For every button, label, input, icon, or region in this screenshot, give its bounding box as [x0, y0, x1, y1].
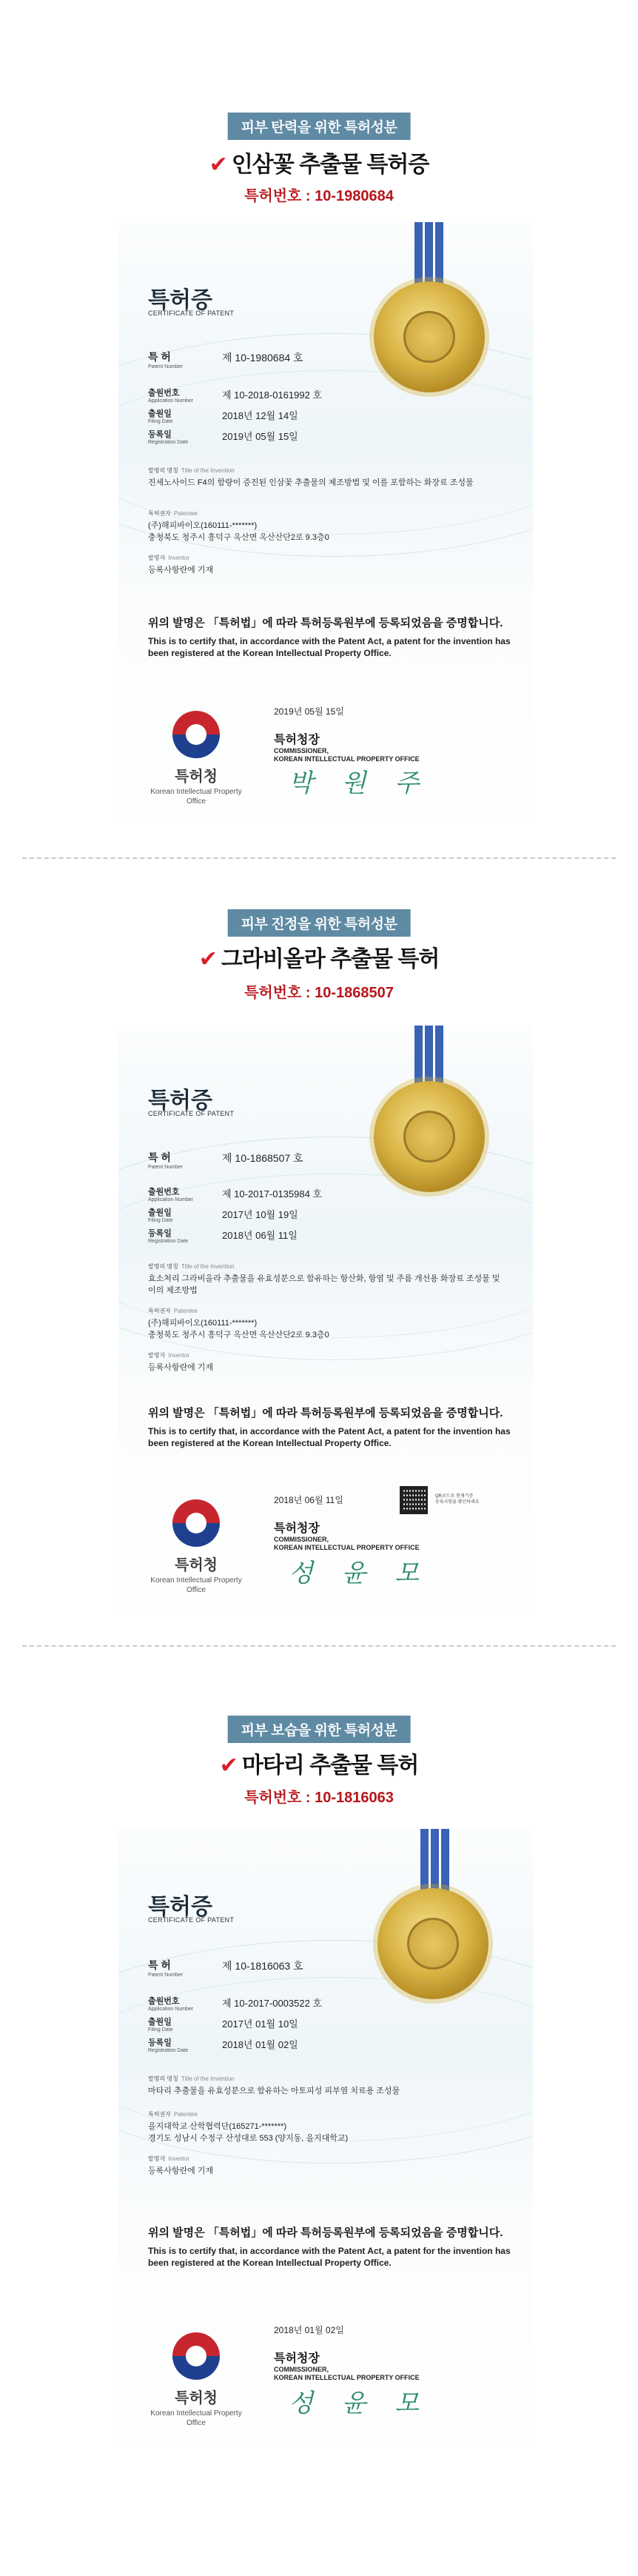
patent-title: [0, 940, 638, 973]
issue-date: 2018년 06월 11일: [274, 1495, 343, 1505]
kipo-name: 특허청: [175, 2390, 218, 2406]
inventor-label: 발명자 Inventor: [148, 2155, 190, 2162]
kipo-taegeuk-logo: [172, 1499, 220, 1547]
invention-title: 마타리 추출물을 유효성분으로 함유하는 아토피성 피부염 치료용 조성물: [148, 2087, 400, 2095]
patentee-label: 특허권자 Patentee: [148, 510, 198, 517]
filing-date-row: 출원일 Filing Date 2017년 10월 19일: [148, 1208, 298, 1223]
signature: 성 윤 모: [289, 2389, 430, 2418]
signature: 성 윤 모: [289, 1559, 430, 1588]
qr-code-icon: [400, 1486, 428, 1514]
kipo-taegeuk-logo: [172, 2332, 220, 2380]
patent-section-2: [0, 859, 638, 1647]
certificate-heading: 특허증: [148, 1895, 212, 1919]
statement-english: This is to certify that, in accordance with the Patent Act, a patent for the invention has been registered at the Korean Intellectual Property Office.: [148, 1426, 511, 1448]
kipo-name-en: Korean Intellectual Property Office: [150, 2409, 242, 2427]
kipo-name: 특허청: [175, 769, 218, 785]
statement-korean: 위의 발명은 「특허법」에 따라 특허등록원부에 등록되었음을 증명합니다.: [148, 2227, 503, 2239]
gold-seal-icon: [374, 1081, 485, 1192]
patentee-name: (주)해피바이오(160111-*******): [148, 521, 258, 530]
certificate-heading-en: CERTIFICATE OF PATENT: [148, 1110, 235, 1117]
section-badge: 피부 탄력을 위한 특허성분: [228, 113, 411, 140]
certificate-heading-en: CERTIFICATE OF PATENT: [148, 1916, 235, 1924]
check-icon: ✔: [198, 947, 217, 971]
patent-certificate: [118, 1026, 533, 1633]
invention-label: 발명의 명칭 Title of the Invention: [148, 1263, 235, 1270]
issue-date: 2019년 05월 15일: [274, 706, 344, 717]
invention-title: 진세노사이드 F4의 함량이 증진된 인삼꽃 추출물의 제조방법 및 이를 포함하는 화장료 조성물: [148, 478, 474, 487]
kipo-name-en: Korean Intellectual Property Office: [150, 788, 242, 806]
certificate-heading: 특허증: [148, 288, 212, 312]
patentee-address: 충청북도 청주시 흥덕구 옥산면 옥산산단2로 9.3층0: [148, 533, 329, 542]
patentee-address: 충청북도 청주시 흥덕구 옥산면 옥산산단2로 9.3층0: [148, 1331, 329, 1339]
kipo-logo: [148, 2332, 244, 2428]
invention-label: 발명의 명칭 Title of the Invention: [148, 2075, 235, 2082]
patent-number: 특허번호 : 10-1868507: [244, 985, 394, 1001]
patentee-label: 특허권자 Patentee: [148, 2111, 198, 2118]
kipo-taegeuk-logo: [172, 711, 220, 758]
patent-title: [0, 1747, 638, 1779]
application-number-row: 출원번호 Application Number 제 10-2017-0135984 호: [148, 1188, 322, 1202]
patent-certificate: [118, 1829, 533, 2466]
patent-certificate: [118, 222, 533, 844]
patent-title-text: 마타리 추출물 특허: [241, 1753, 419, 1778]
certificate-heading: 특허증: [148, 1088, 212, 1113]
invention-title: 효소처리 그라비올라 추출물을 유효성분으로 함유하는 항산화, 항염 및 주름 개선용 화장료 조성물 및 이의 제조방법: [148, 1274, 500, 1295]
patentee-name: 을지대학교 산학협력단(165271-*******): [148, 2122, 286, 2131]
qr-caption: QR코드로 현재기준 등록사항을 확인하세요: [435, 1494, 480, 1505]
kipo-logo: [148, 1499, 244, 1595]
commissioner: 특허청장 COMMISSIONER, KOREAN INTELLECTUAL PROPERTY OFFICE: [274, 2352, 420, 2381]
gold-seal-icon: [374, 281, 485, 392]
registration-date-row: 등록일 Registration Date 2018년 06월 11일: [148, 1229, 298, 1244]
registration-date-row: 등록일 Registration Date 2019년 05월 15일: [148, 430, 298, 445]
patentee-address: 경기도 성남시 수정구 산성대로 553 (양지동, 을지대학교): [148, 2134, 349, 2143]
kipo-name-en: Korean Intellectual Property Office: [150, 1576, 242, 1594]
patent-section-1: [0, 0, 638, 859]
certificate-heading-en: CERTIFICATE OF PATENT: [148, 310, 235, 317]
invention-label: 발명의 명칭 Title of the Invention: [148, 467, 235, 474]
inventor-value: 등록사항란에 기재: [148, 1363, 214, 1372]
patent-number-row: 특 허 Patent Number 제 10-1868507 호: [148, 1151, 303, 1170]
inventor-value: 등록사항란에 기재: [148, 2167, 214, 2175]
inventor-label: 발명자 Inventor: [148, 1352, 190, 1359]
statement-english: This is to certify that, in accordance with the Patent Act, a patent for the invention has been registered at the Korean Intellectual Property Office.: [148, 2246, 511, 2268]
filing-date-row: 출원일 Filing Date 2017년 01월 10일: [148, 2018, 298, 2033]
patent-title-text: 인삼꽃 추출물 특허증: [231, 153, 429, 177]
issue-date: 2018년 01월 02일: [274, 2325, 344, 2335]
registration-date-row: 등록일 Registration Date 2018년 01월 02일: [148, 2038, 298, 2053]
section-badge: 피부 보습을 위한 특허성분: [228, 1716, 411, 1743]
application-number-row: 출원번호 Application Number 제 10-2017-0003522 호: [148, 1997, 322, 2012]
patent-section-3: [0, 1647, 638, 2576]
kipo-logo: [148, 711, 244, 806]
patentee-name: (주)해피바이오(160111-*******): [148, 1319, 258, 1328]
inventor-value: 등록사항란에 기재: [148, 566, 214, 575]
section-badge: 피부 진정을 위한 특허성분: [228, 909, 411, 937]
application-number-row: 출원번호 Application Number 제 10-2018-0161992 호: [148, 389, 322, 404]
inventor-label: 발명자 Inventor: [148, 555, 190, 561]
patent-number: 특허번호 : 10-1816063: [244, 1790, 394, 1806]
patentee-label: 특허권자 Patentee: [148, 1308, 198, 1314]
statement-english: This is to certify that, in accordance with the Patent Act, a patent for the invention has been registered at the Korean Intellectual Property Office.: [148, 636, 511, 658]
patent-number-row: 특 허 Patent Number 제 10-1980684 호: [148, 351, 303, 369]
statement-korean: 위의 발명은 「특허법」에 따라 특허등록원부에 등록되었음을 증명합니다.: [148, 1407, 503, 1419]
signature: 박 원 주: [289, 769, 430, 798]
patent-number-row: 특 허 Patent Number 제 10-1816063 호: [148, 1959, 303, 1978]
gold-seal-icon: [377, 1888, 488, 1999]
statement-korean: 위의 발명은 「특허법」에 따라 특허등록원부에 등록되었음을 증명합니다.: [148, 617, 503, 629]
check-icon: ✔: [209, 153, 227, 177]
commissioner: 특허청장 COMMISSIONER, KOREAN INTELLECTUAL PROPERTY OFFICE: [274, 734, 420, 763]
filing-date-row: 출원일 Filing Date 2018년 12월 14일: [148, 409, 298, 424]
patent-title: [0, 146, 638, 178]
patent-number: 특허번호 : 10-1980684: [244, 188, 394, 204]
kipo-name: 특허청: [175, 1557, 218, 1573]
check-icon: ✔: [219, 1753, 238, 1778]
commissioner: 특허청장 COMMISSIONER, KOREAN INTELLECTUAL PROPERTY OFFICE: [274, 1522, 420, 1551]
patent-title-text: 그라비올라 추출물 특허: [221, 947, 440, 971]
section-divider: [22, 1645, 616, 1647]
